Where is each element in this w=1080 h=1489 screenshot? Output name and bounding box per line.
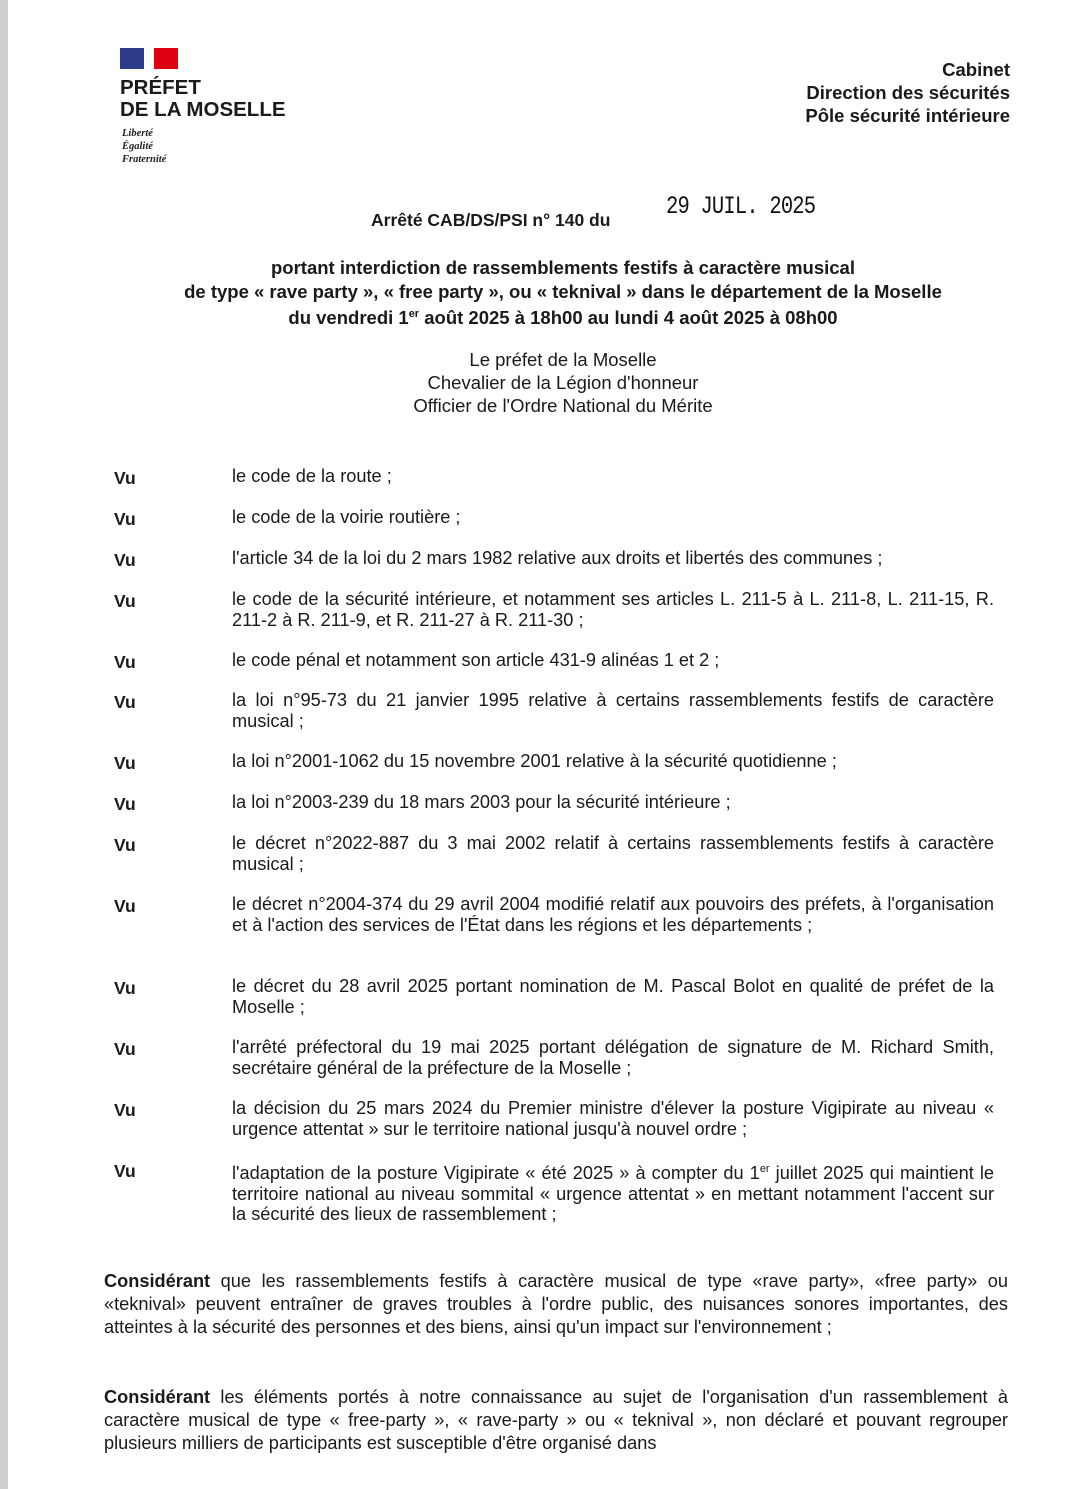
service-direction: Direction des sécurités [806, 82, 1010, 103]
visa-label: Vu [114, 652, 136, 672]
visa-text: la décision du 25 mars 2024 du Premier ministre d'élever la posture Vigipirate au niveau « urgence attentat » sur le territoire national jusqu'à nouvel ordre ; [232, 1098, 994, 1139]
visa-text: la loi n°2001-1062 du 15 novembre 2001 relative à la sécurité quotidienne ; [232, 751, 837, 771]
visa-label: Vu [114, 692, 136, 712]
visa-text: l'arrêté préfectoral du 19 mai 2025 portant délégation de signature de M. Richard Smith, secrétaire général de la préfecture de la Moselle ; [232, 1037, 994, 1078]
considerant-paragraph [104, 1386, 1008, 1455]
visa-label: Vu [114, 1161, 136, 1181]
marianne-flag-icon [120, 48, 178, 69]
visa-text: le décret du 28 avril 2025 portant nomination de M. Pascal Bolot en qualité de préfet de la Moselle ; [232, 976, 994, 1017]
visa-text: l'adaptation de la posture Vigipirate « été 2025 » à compter du 1er juillet 2025 qui maintient le territoire national au niveau sommital « urgence attentat » en mettant notamment l'accent sur la sécurité des lieux de rassemblement ; [232, 1163, 994, 1225]
considerant-lead: Considérant [104, 1271, 211, 1291]
stamp-date: 29 JUIL. 2025 [666, 192, 816, 221]
issuer-line1: PRÉFET [120, 76, 201, 99]
service-cabinet: Cabinet [942, 59, 1010, 80]
visa-text: la loi n°95-73 du 21 janvier 1995 relative à certains rassemblements festifs de caractère musical ; [232, 690, 994, 731]
subject-line2: de type « rave party », « free party », ou « teknival » dans le département de la Moselle [184, 280, 942, 302]
visa-text: le décret n°2022-887 du 3 mai 2002 relatif à certains rassemblements festifs à caractère musical ; [232, 833, 994, 874]
considerant-text: les éléments portés à notre connaissance au sujet de l'organisation d'un rassemblement à caractère musical de type « free-party », « rave-party » ou « teknival », non déclaré et pouvant regrouper plusieurs milliers de participants est susceptible d'être organisé dans [104, 1387, 1008, 1453]
prefect-honor-2: Officier de l'Ordre National du Mérite [413, 395, 713, 416]
visa-text: le code de la route ; [232, 466, 392, 486]
visa-label: Vu [114, 550, 136, 570]
considerant-lead: Considérant [104, 1387, 211, 1407]
motto-fraternite: Fraternité [122, 154, 167, 165]
visa-label: Vu [114, 896, 136, 916]
arrete-reference: Arrêté CAB/DS/PSI n° 140 du [371, 210, 611, 230]
prefect-honor-1: Chevalier de la Légion d'honneur [427, 372, 699, 393]
visa-label: Vu [114, 468, 136, 488]
visa-label: Vu [114, 978, 136, 998]
visa-text: l'article 34 de la loi du 2 mars 1982 relative aux droits et libertés des communes ; [232, 548, 883, 568]
visa-label: Vu [114, 753, 136, 773]
visa-text: la loi n°2003-239 du 18 mars 2003 pour la sécurité intérieure ; [232, 792, 731, 812]
visa-text: le code pénal et notamment son article 431-9 alinéas 1 et 2 ; [232, 650, 720, 670]
visa-label: Vu [114, 1039, 136, 1059]
visa-label: Vu [114, 794, 136, 814]
prefect-title: Le préfet de la Moselle [469, 349, 657, 370]
visa-text: le décret n°2004-374 du 29 avril 2004 modifié relatif aux pouvoirs des préfets, à l'organisation et à l'action des services de l'État dans les régions et les départements ; [232, 894, 994, 935]
visa-text: le code de la voirie routière ; [232, 507, 461, 527]
visa-label: Vu [114, 1100, 136, 1120]
arrete-subject [88, 256, 1038, 330]
motto-liberte: Liberté [122, 128, 153, 139]
service-header [805, 58, 1010, 127]
republic-motto [122, 127, 166, 166]
visa-label: Vu [114, 509, 136, 529]
issuer-line2: DE LA MOSELLE [120, 98, 286, 121]
visa-text: le code de la sécurité intérieure, et notamment ses articles L. 211-5 à L. 211-8, L. 211-15, R. 211-2 à R. 211-9, et R. 211-27 à R. 211-30 ; [232, 589, 994, 630]
considerant-paragraph [104, 1270, 1008, 1339]
motto-egalite: Égalité [122, 141, 153, 152]
prefect-titles [88, 348, 1038, 417]
issuer-block [120, 77, 286, 121]
service-pole: Pôle sécurité intérieure [805, 105, 1010, 126]
visa-label: Vu [114, 835, 136, 855]
visa-label: Vu [114, 591, 136, 611]
considerant-text: que les rassemblements festifs à caractère musical de type «rave party», «free party» ou «teknival» peuvent entraîner de graves troubles à l'ordre public, des nuisances sonores importantes, des atteintes à la sécurité des personnes et des biens, ainsi qu'un impact sur l'environnement ; [104, 1271, 1008, 1337]
subject-line3: du vendredi 1er août 2025 à 18h00 au lundi 4 août 2025 à 08h00 [288, 307, 838, 329]
subject-line1: portant interdiction de rassemblements festifs à caractère musical [271, 257, 855, 278]
